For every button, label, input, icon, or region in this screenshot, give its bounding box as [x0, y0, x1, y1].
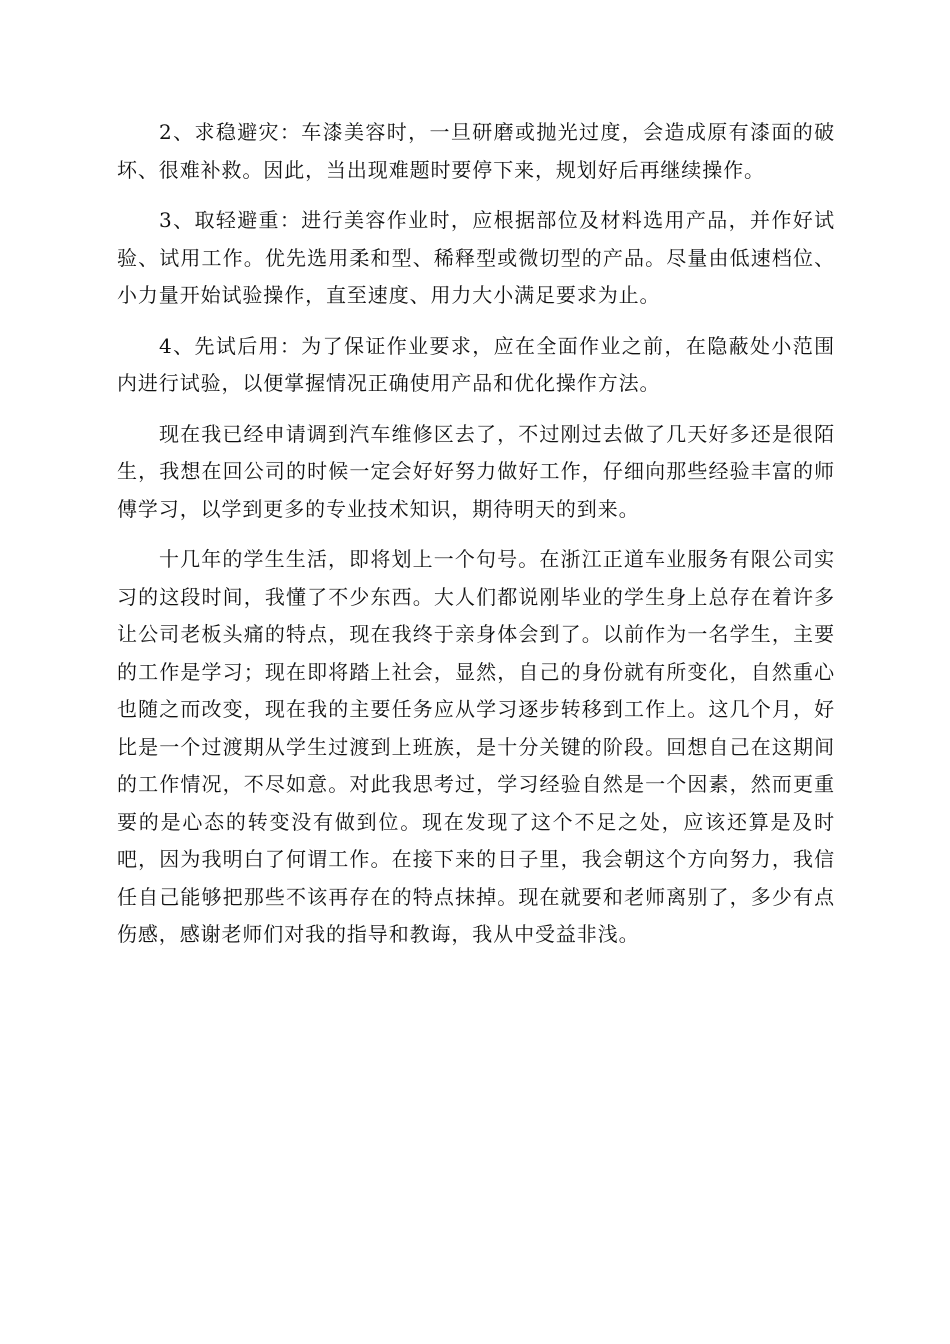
- paragraph-transfer: 现在我已经申请调到汽车维修区去了，不过刚过去做了几天好多还是很陌生，我想在回公司的时候一定会好好努力做好工作，仔细向那些经验丰富的师傅学习，以学到更多的专业技术知识，期待明天的到来。: [117, 421, 835, 521]
- paragraph-step-3: 3、取轻避重：进行美容作业时，应根据部位及材料选用产品，并作好试验、试用工作。优先选用柔和型、稀释型或微切型的产品。尽量由低速档位、小力量开始试验操作，直至速度、用力大小满足要求为止。: [117, 208, 835, 307]
- paragraph-step-4: 4、先试后用：为了保证作业要求，应在全面作业之前，在隐蔽处小范围内进行试验，以便掌握情况正确使用产品和优化操作方法。: [117, 333, 835, 395]
- paragraph-reflection: 十几年的学生生活，即将划上一个句号。在浙江正道车业服务有限公司实习的这段时间，我懂了不少东西。大人们都说刚毕业的学生身上总存在着许多让公司老板头痛的特点，现在我终于亲身体会到了。以前作为一名学生，主要的工作是学习；现在即将踏上社会，显然，自己的身份就有所变化，自然重心也随之而改变，现在我的主要任务应从学习逐步转移到工作上。这几个月，好比是一个过渡期从学生过渡到上班族，是十分关键的阶段。回想自己在这期间的工作情况，不尽如意。对此我思考过，学习经验自然是一个因素，然而更重要的是心态的转变没有做到位。现在发现了这个不足之处，应该还算是及时吧，因为我明白了何谓工作。在接下来的日子里，我会朝这个方向努力，我信任自己能够把那些不该再存在的特点抹掉。现在就要和老师离别了，多少有点伤感，感谢老师们对我的指导和教诲，我从中受益非浅。: [117, 547, 835, 946]
- paragraph-step-2: 2、求稳避灾：车漆美容时，一旦研磨或抛光过度，会造成原有漆面的破坏、很难补救。因此，当出现难题时要停下来，规划好后再继续操作。: [117, 120, 835, 182]
- document-body: [117, 114, 835, 967]
